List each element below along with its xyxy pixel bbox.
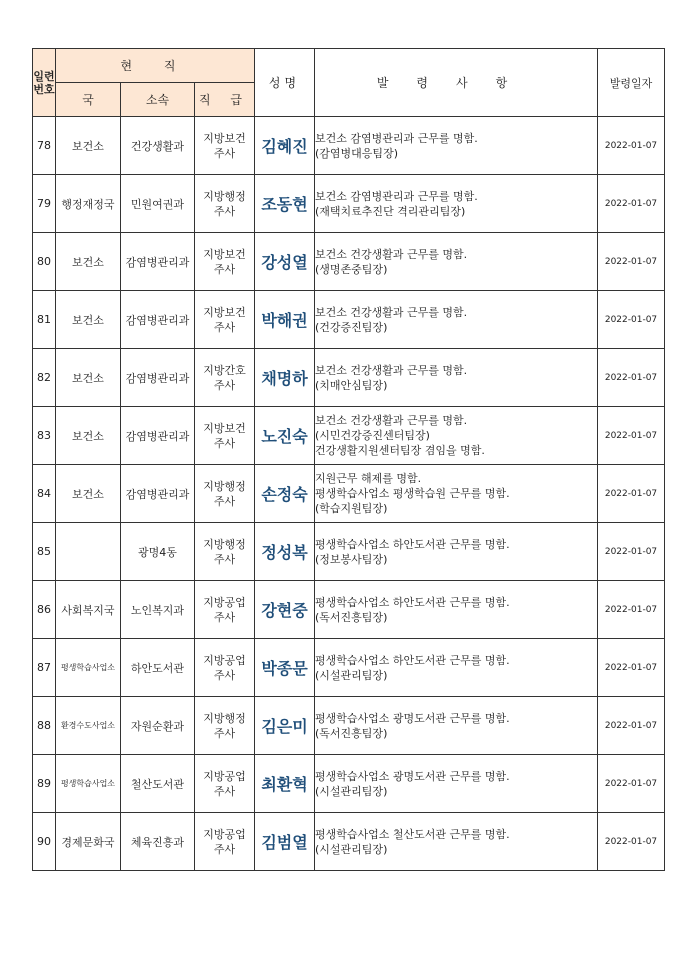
action-cell (315, 291, 598, 349)
division-cell: 감염병관리과 (121, 291, 195, 349)
date-cell: 2022-01-07 (598, 349, 665, 407)
division-cell: 민원여권과 (121, 175, 195, 233)
person-name: 김혜진 (255, 117, 315, 175)
division-cell: 감염병관리과 (121, 465, 195, 523)
person-name: 박종문 (255, 639, 315, 697)
action-line-1: 평생학습사업소 하안도서관 근무를 명함. (315, 595, 510, 609)
action-cell (315, 233, 598, 291)
bureau-header: 국 (56, 83, 121, 117)
table-row (33, 465, 665, 523)
rank-line-1: 지방보건 (203, 305, 246, 319)
rank-cell (195, 755, 255, 813)
date-header: 발령일자 (598, 49, 665, 117)
action-line-2: (독서진흥팀장) (315, 610, 388, 624)
serial-number-header: 일련 번호 (33, 49, 56, 117)
current-position-header: 현 직 (56, 49, 255, 83)
rank-line-1: 지방행정 (203, 711, 246, 725)
serial-number: 85 (33, 523, 56, 581)
bureau-cell (56, 523, 121, 581)
table-row (33, 581, 665, 639)
table-row (33, 349, 665, 407)
table-row (33, 813, 665, 871)
personnel-table (32, 48, 665, 871)
rank-cell (195, 697, 255, 755)
person-name: 조동현 (255, 175, 315, 233)
person-name: 김범열 (255, 813, 315, 871)
action-line-2: (건강증진팀장) (315, 320, 388, 334)
action-line-1: 평생학습사업소 광명도서관 근무를 명함. (315, 711, 510, 725)
bureau-cell: 보건소 (56, 291, 121, 349)
date-cell: 2022-01-07 (598, 291, 665, 349)
action-line-2: (독서진흥팀장) (315, 726, 388, 740)
rank-header: 직 급 (195, 83, 255, 117)
action-line-1: 보건소 건강생활과 근무를 명함. (315, 305, 468, 319)
action-line-2: (정보봉사팀장) (315, 552, 388, 566)
rank-line-1: 지방공업 (203, 769, 246, 783)
rank-line-2: 주사 (213, 610, 236, 624)
date-cell: 2022-01-07 (598, 697, 665, 755)
action-line-1: 평생학습사업소 광명도서관 근무를 명함. (315, 769, 510, 783)
rank-line-2: 주사 (213, 494, 236, 508)
rank-line-1: 지방행정 (203, 479, 246, 493)
serial-number: 89 (33, 755, 56, 813)
action-cell (315, 349, 598, 407)
bureau-cell: 보건소 (56, 465, 121, 523)
person-name: 박해권 (255, 291, 315, 349)
bureau-cell: 평생학습사업소 (56, 755, 121, 813)
action-line-2: (시설관리팀장) (315, 842, 388, 856)
action-line-1: 보건소 건강생활과 근무를 명함. (315, 414, 468, 427)
serial-number: 87 (33, 639, 56, 697)
rank-line-2: 주사 (213, 552, 236, 566)
rank-cell (195, 639, 255, 697)
date-cell: 2022-01-07 (598, 175, 665, 233)
person-name: 강현중 (255, 581, 315, 639)
action-line-2: (치매안심팀장) (315, 378, 388, 392)
action-line-2: (재택치료추진단 격리관리팀장) (315, 204, 466, 218)
serial-number: 82 (33, 349, 56, 407)
division-cell: 건강생활과 (121, 117, 195, 175)
bureau-cell: 사회복지국 (56, 581, 121, 639)
division-cell: 감염병관리과 (121, 407, 195, 465)
action-line-1: 보건소 감염병관리과 근무를 명함. (315, 131, 478, 145)
action-line-2: (시설관리팀장) (315, 668, 388, 682)
serial-number: 84 (33, 465, 56, 523)
rank-line-1: 지방행정 (203, 189, 246, 203)
division-cell: 자원순환과 (121, 697, 195, 755)
serial-number: 81 (33, 291, 56, 349)
bureau-cell: 보건소 (56, 407, 121, 465)
date-cell: 2022-01-07 (598, 233, 665, 291)
division-cell: 하안도서관 (121, 639, 195, 697)
rank-line-2: 주사 (213, 378, 236, 392)
rank-cell (195, 291, 255, 349)
date-cell: 2022-01-07 (598, 523, 665, 581)
rank-cell (195, 523, 255, 581)
action-line-1: 보건소 건강생활과 근무를 명함. (315, 247, 468, 261)
bureau-cell: 보건소 (56, 233, 121, 291)
person-name: 손정숙 (255, 465, 315, 523)
table-row (33, 523, 665, 581)
division-cell: 체육진흥과 (121, 813, 195, 871)
rank-line-1: 지방행정 (203, 537, 246, 551)
action-line-1: 평생학습사업소 철산도서관 근무를 명함. (315, 827, 510, 841)
rank-line-2: 주사 (213, 726, 236, 740)
date-cell: 2022-01-07 (598, 407, 665, 465)
action-cell (315, 465, 598, 523)
division-cell: 노인복지과 (121, 581, 195, 639)
action-cell (315, 813, 598, 871)
name-header: 성명 (255, 49, 315, 117)
rank-line-2: 주사 (213, 262, 236, 276)
rank-line-2: 주사 (213, 842, 236, 856)
serial-number: 78 (33, 117, 56, 175)
rank-line-1: 지방보건 (203, 421, 246, 435)
division-cell: 감염병관리과 (121, 233, 195, 291)
action-line-2: (생명존중팀장) (315, 262, 388, 276)
bureau-cell: 평생학습사업소 (56, 639, 121, 697)
serial-number: 90 (33, 813, 56, 871)
serial-number: 83 (33, 407, 56, 465)
rank-line-2: 주사 (213, 146, 236, 160)
action-cell (315, 755, 598, 813)
action-line-2: (감염병대응팀장) (315, 146, 398, 160)
bureau-cell: 경제문화국 (56, 813, 121, 871)
bureau-cell: 보건소 (56, 349, 121, 407)
rank-cell (195, 581, 255, 639)
action-cell (315, 175, 598, 233)
table-row (33, 639, 665, 697)
serial-number: 86 (33, 581, 56, 639)
rank-cell (195, 233, 255, 291)
action-header: 발령사항 (315, 49, 598, 117)
rank-line-1: 지방공업 (203, 653, 246, 667)
date-cell: 2022-01-07 (598, 813, 665, 871)
action-line-1: 지원근무 해제를 명함. (315, 472, 422, 485)
rank-line-1: 지방보건 (203, 131, 246, 145)
table-row (33, 291, 665, 349)
rank-cell (195, 175, 255, 233)
action-cell (315, 523, 598, 581)
rank-line-1: 지방공업 (203, 827, 246, 841)
person-name: 김은미 (255, 697, 315, 755)
table-row (33, 117, 665, 175)
action-line-2: (시민건강증진센터팀장) (315, 429, 430, 442)
division-cell: 광명4동 (121, 523, 195, 581)
person-name: 정성복 (255, 523, 315, 581)
action-cell (315, 639, 598, 697)
person-name: 노진숙 (255, 407, 315, 465)
bureau-cell: 행정재정국 (56, 175, 121, 233)
action-cell (315, 407, 598, 465)
action-cell (315, 581, 598, 639)
rank-line-1: 지방보건 (203, 247, 246, 261)
division-cell: 감염병관리과 (121, 349, 195, 407)
rank-cell (195, 117, 255, 175)
date-cell: 2022-01-07 (598, 755, 665, 813)
serial-number: 80 (33, 233, 56, 291)
action-line-1: 보건소 건강생활과 근무를 명함. (315, 363, 468, 377)
action-line-1: 평생학습사업소 하안도서관 근무를 명함. (315, 537, 510, 551)
date-cell: 2022-01-07 (598, 117, 665, 175)
division-header: 소속 (121, 83, 195, 117)
table-row (33, 697, 665, 755)
table-row (33, 755, 665, 813)
action-line-1: 평생학습사업소 하안도서관 근무를 명함. (315, 653, 510, 667)
date-cell: 2022-01-07 (598, 465, 665, 523)
bureau-cell: 환경수도사업소 (56, 697, 121, 755)
action-line-1: 보건소 감염병관리과 근무를 명함. (315, 189, 478, 203)
serial-number: 88 (33, 697, 56, 755)
date-cell: 2022-01-07 (598, 639, 665, 697)
person-name: 강성열 (255, 233, 315, 291)
rank-cell (195, 349, 255, 407)
rank-line-2: 주사 (213, 204, 236, 218)
action-cell (315, 697, 598, 755)
serial-number: 79 (33, 175, 56, 233)
rank-line-2: 주사 (213, 784, 236, 798)
rank-line-2: 주사 (213, 436, 236, 450)
rank-line-1: 지방간호 (203, 363, 246, 377)
rank-line-1: 지방공업 (203, 595, 246, 609)
action-line-2: (시설관리팀장) (315, 784, 388, 798)
table-row (33, 175, 665, 233)
action-cell (315, 117, 598, 175)
rank-line-2: 주사 (213, 320, 236, 334)
person-name: 채명하 (255, 349, 315, 407)
table-row (33, 233, 665, 291)
date-cell: 2022-01-07 (598, 581, 665, 639)
rank-cell (195, 465, 255, 523)
rank-cell (195, 813, 255, 871)
action-line-2: 평생학습사업소 평생학습원 근무를 명함. (315, 487, 510, 500)
rank-cell (195, 407, 255, 465)
bureau-cell: 보건소 (56, 117, 121, 175)
division-cell: 철산도서관 (121, 755, 195, 813)
action-line-3: (학습지원팀장) (315, 502, 388, 515)
rank-line-2: 주사 (213, 668, 236, 682)
table-row (33, 407, 665, 465)
action-line-3: 건강생활지원센터팀장 겸임을 명함. (315, 444, 485, 457)
person-name: 최환혁 (255, 755, 315, 813)
